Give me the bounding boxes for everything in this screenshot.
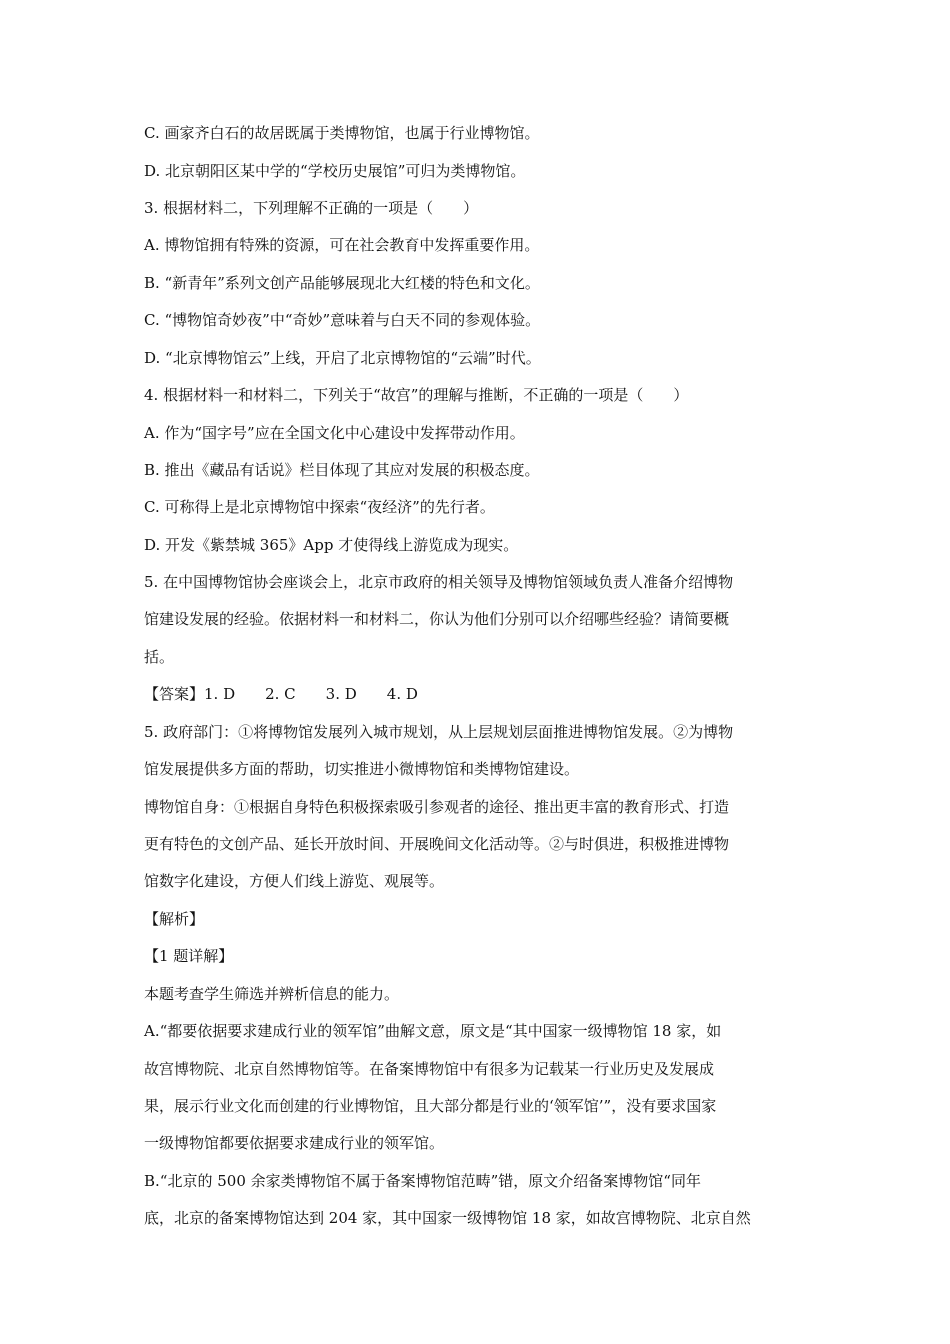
q1-detail-heading: 【1 题详解】 xyxy=(144,947,234,965)
analysis-line-3: 故宫博物院、北京自然博物馆等。在备案博物馆中有很多为记载某一行业历史及发展成 xyxy=(144,1060,715,1078)
question-3: 3. 根据材料二，下列理解不正确的一项是（ ） xyxy=(144,199,479,217)
analysis-line-6: B.“北京的 500 余家类博物馆不属于备案博物馆范畴”错，原文介绍备案博物馆“同年 xyxy=(144,1172,701,1190)
question-4: 4. 根据材料一和材料二，下列关于“故宫”的理解与推断，不正确的一项是（ ） xyxy=(144,386,689,404)
analysis-line-4: 果，展示行业文化而创建的行业博物馆，且大部分都是行业的‘领军馆’”，没有要求国家 xyxy=(144,1097,717,1115)
analysis-line-2: A.“都要依据要求建成行业的领军馆”曲解文意，原文是“其中国家一级博物馆 18 家，如 xyxy=(144,1022,722,1040)
option-b-q3: B. “新青年”系列文创产品能够展现北大红楼的特色和文化。 xyxy=(144,274,540,292)
option-a-q3: A. 博物馆拥有特殊的资源，可在社会教育中发挥重要作用。 xyxy=(144,236,540,254)
answer-5-line-2: 馆发展提供多方面的帮助，切实推进小微博物馆和类博物馆建设。 xyxy=(144,760,580,778)
analysis-line-5: 一级博物馆都要依据要求建成行业的领军馆。 xyxy=(144,1134,445,1152)
option-b-q4: B. 推出《藏品有话说》栏目体现了其应对发展的积极态度。 xyxy=(144,461,540,479)
question-5-line-1: 5. 在中国博物馆协会座谈会上，北京市政府的相关领导及博物馆领域负责人准备介绍博物 xyxy=(144,573,734,591)
option-d-q4: D. 开发《紫禁城 365》App 才使得线上游览成为现实。 xyxy=(144,536,519,554)
option-d-q2: D. 北京朝阳区某中学的“学校历史展馆”可归为类博物馆。 xyxy=(144,162,526,180)
answer-5-line-4: 更有特色的文创产品、延长开放时间、开展晚间文化活动等。②与时俱进，积极推进博物 xyxy=(144,835,730,853)
answer-line: 【答案】1. D 2. C 3. D 4. D xyxy=(144,685,418,703)
option-d-q3: D. “北京博物馆云”上线，开启了北京博物馆的“云端”时代。 xyxy=(144,349,541,367)
question-5-line-2: 馆建设发展的经验。依据材料一和材料二，你认为他们分别可以介绍哪些经验？请简要概 xyxy=(144,610,730,628)
option-c-q2: C. 画家齐白石的故居既属于类博物馆，也属于行业博物馆。 xyxy=(144,124,540,142)
analysis-heading: 【解析】 xyxy=(144,910,205,928)
answer-5-line-5: 馆数字化建设，方便人们线上游览、观展等。 xyxy=(144,872,445,890)
option-c-q4: C. 可称得上是北京博物馆中探索“夜经济”的先行者。 xyxy=(144,498,495,516)
question-5-line-3: 括。 xyxy=(144,648,175,666)
option-c-q3: C. “博物馆奇妙夜”中“奇妙”意味着与白天不同的参观体验。 xyxy=(144,311,541,329)
option-a-q4: A. 作为“国字号”应在全国文化中心建设中发挥带动作用。 xyxy=(144,424,525,442)
answer-5-line-3: 博物馆自身：①根据自身特色积极探索吸引参观者的途径、推出更丰富的教育形式、打造 xyxy=(144,798,730,816)
analysis-line-7: 底，北京的备案博物馆达到 204 家，其中国家一级博物馆 18 家，如故宫博物院、北京自然 xyxy=(144,1209,751,1227)
answer-5-line-1: 5. 政府部门：①将博物馆发展列入城市规划，从上层规划层面推进博物馆发展。②为博物 xyxy=(144,723,734,741)
analysis-line-1: 本题考查学生筛选并辨析信息的能力。 xyxy=(144,985,400,1003)
